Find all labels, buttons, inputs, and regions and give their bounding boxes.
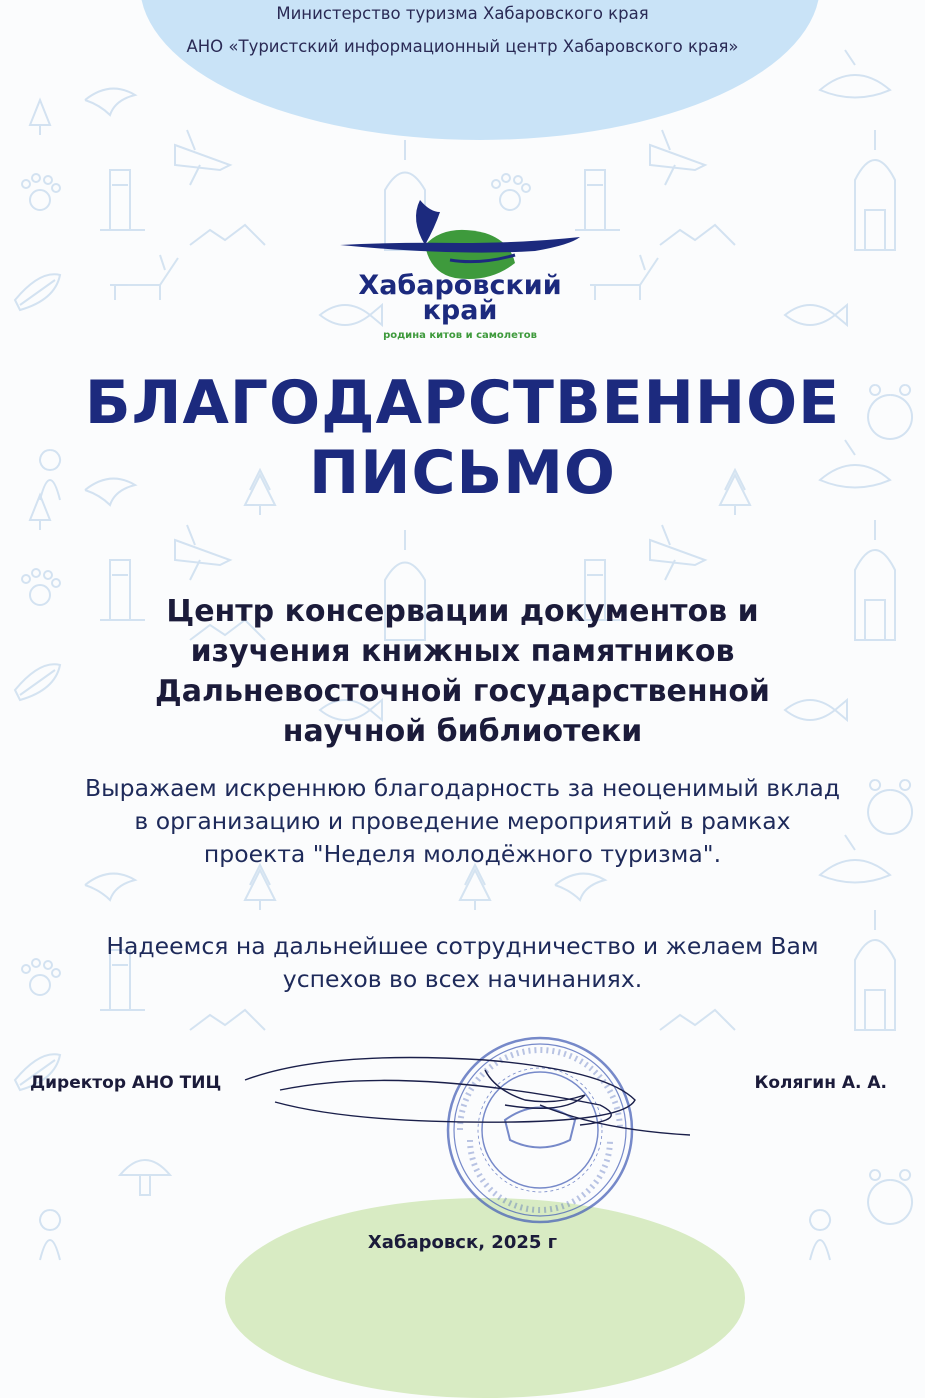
mountain-icon: [190, 1010, 265, 1030]
paw-icon: [22, 174, 60, 210]
document-title-line1: БЛАГОДАРСТВЕННОЕ: [84, 368, 841, 438]
fish-icon: [785, 305, 847, 325]
ministry-name: Министерство туризма Хабаровского края: [276, 4, 649, 23]
signatory-position: Директор АНО ТИЦ: [30, 1073, 222, 1093]
logo-title-line1: Хабаровский: [358, 270, 562, 301]
leaf-icon: [15, 274, 60, 310]
gratitude-line2: в организацию и проведение мероприятий в рамках: [134, 807, 791, 835]
recipient-line3: Дальневосточной государственной: [155, 674, 770, 709]
airplane-icon: [650, 130, 705, 185]
tree-icon: [30, 100, 50, 135]
recipient-line2: изучения книжных памятников: [190, 634, 735, 669]
bird-icon: [85, 89, 135, 115]
bear-icon: [868, 1170, 912, 1224]
gratitude-line1: Выражаем искреннюю благодарность за неоценимый вклад: [84, 774, 841, 802]
bird-icon: [555, 874, 605, 900]
tree-icon: [245, 865, 275, 910]
document-title-line2: ПИСЬМО: [309, 438, 616, 508]
mountain-icon: [660, 1010, 735, 1030]
wishes-line1: Надеемся на дальнейшее сотрудничество и желаем Вам: [106, 932, 819, 960]
handwritten-signature: [240, 1050, 690, 1160]
whale-icon: [820, 50, 890, 98]
airplane-icon: [650, 525, 705, 580]
tower-icon: [100, 170, 145, 230]
bird-icon: [85, 874, 135, 900]
wishes-line2: успехов во всех начинаниях.: [282, 965, 643, 993]
tree-icon: [460, 865, 490, 910]
place-and-date: Хабаровск, 2025 г: [367, 1232, 558, 1253]
mushroom-icon: [120, 1160, 170, 1195]
recipient-line4: научной библиотеки: [282, 714, 643, 749]
airplane-icon: [175, 130, 230, 185]
organization-name: АНО «Туристский информационный центр Хабаровского края»: [186, 37, 739, 56]
deer-icon: [110, 255, 178, 300]
logo-title-line2: край: [422, 295, 498, 326]
church-icon: [855, 130, 895, 250]
mountain-icon: [190, 225, 265, 245]
logo-slogan: родина китов и самолетов: [383, 330, 537, 341]
mountain-icon: [660, 225, 735, 245]
gratitude-line3: проекта "Неделя молодёжного туризма".: [203, 840, 722, 868]
signatory-name: Колягин А. А.: [754, 1073, 887, 1093]
airplane-icon: [175, 525, 230, 580]
recipient-line1: Центр консервации документов и: [166, 594, 759, 629]
